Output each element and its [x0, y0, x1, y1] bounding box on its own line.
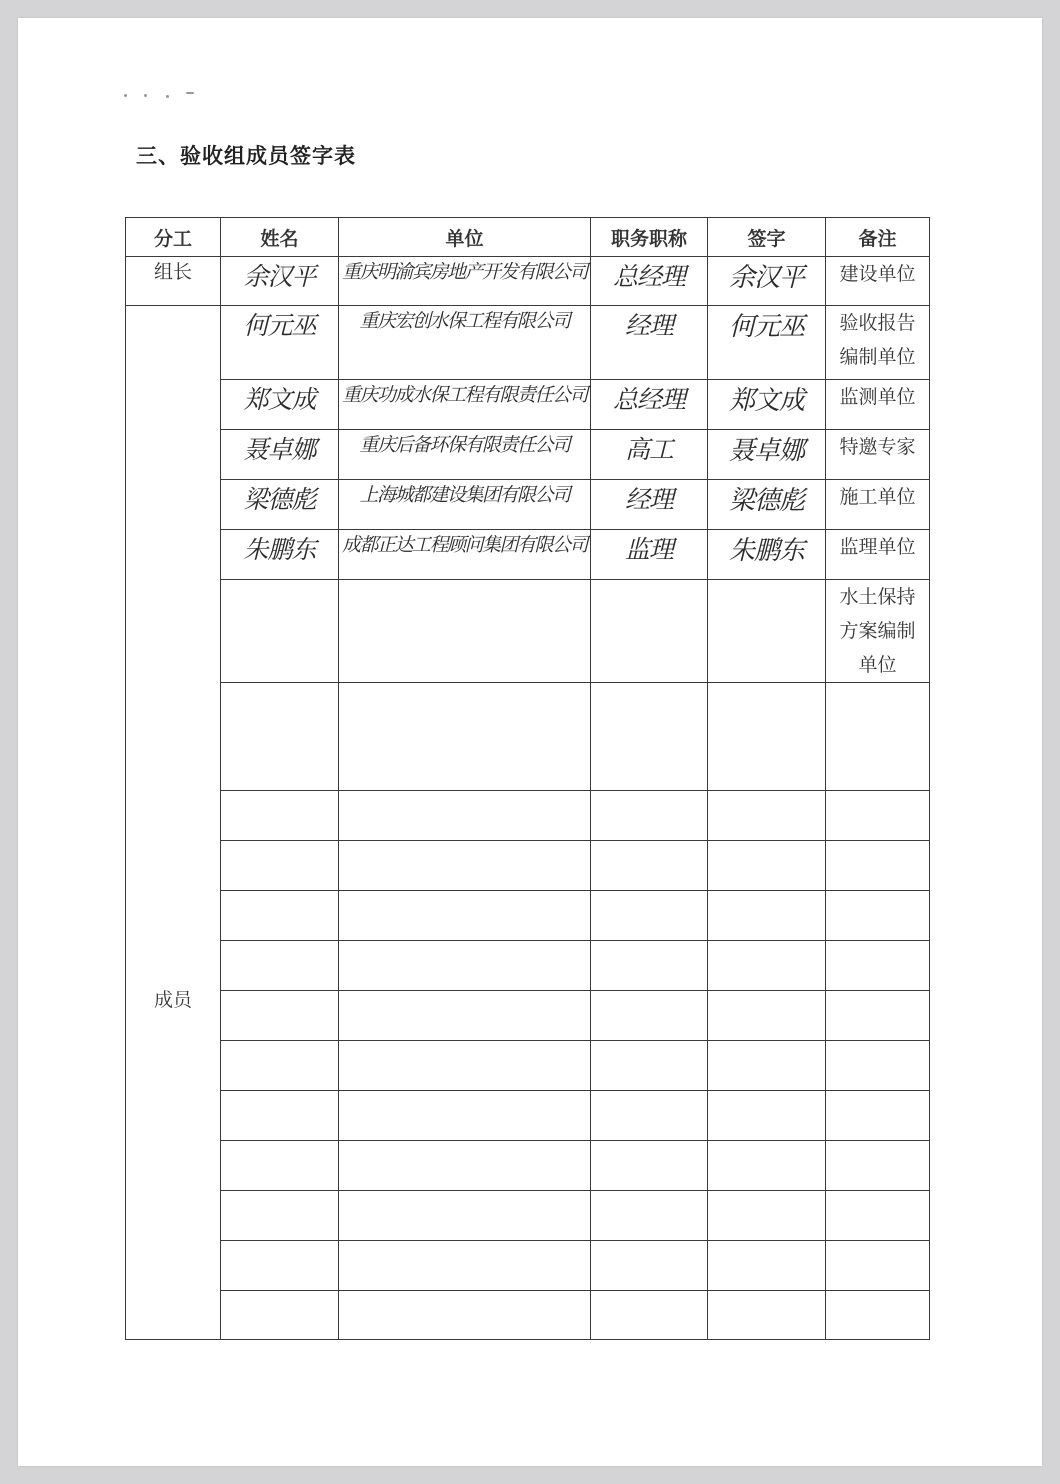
blank-row: [126, 791, 930, 841]
handwritten-signature: 梁德彪: [708, 480, 826, 530]
empty-cell: [591, 1091, 708, 1141]
empty-cell: [591, 1041, 708, 1091]
blank-row: [126, 941, 930, 991]
handwritten-name: 聂卓娜: [221, 430, 339, 480]
empty-cell: [339, 841, 591, 891]
handwritten-title: 经理: [591, 306, 708, 380]
empty-cell: [591, 791, 708, 841]
handwritten-title: 总经理: [591, 257, 708, 306]
blank-row: [126, 991, 930, 1041]
remark-cell: 特邀专家: [826, 430, 930, 480]
table-row: [126, 380, 930, 430]
handwritten-signature: 何元巫: [708, 306, 826, 380]
empty-cell: [339, 1091, 591, 1141]
empty-cell: [339, 1241, 591, 1291]
empty-cell: [221, 1091, 339, 1141]
remark-cell: 水土保持 方案编制 单位: [826, 580, 930, 683]
table-row: [126, 306, 930, 380]
table-row: [126, 580, 930, 683]
empty-cell: [339, 891, 591, 941]
table-row: [126, 257, 930, 306]
remark-cell: 建设单位: [826, 257, 930, 306]
empty-cell: [591, 1241, 708, 1291]
header-signature: 签字: [708, 218, 826, 257]
blank-row: [126, 1091, 930, 1141]
empty-cell: [708, 891, 826, 941]
empty-cell: [708, 941, 826, 991]
handwritten-signature: 余汉平: [708, 257, 826, 306]
empty-cell: [826, 941, 930, 991]
blank-row: [126, 841, 930, 891]
signature-table: [125, 217, 930, 1340]
handwritten-signature: [708, 580, 826, 683]
blank-row: [126, 1041, 930, 1091]
page-title: 三、验收组成员签字表: [136, 143, 356, 168]
remark-cell: [826, 683, 930, 791]
member-role-continuation: [126, 791, 221, 1340]
table-row: [126, 530, 930, 580]
remark-cell: 监测单位: [826, 380, 930, 430]
handwritten-name: 梁德彪: [221, 480, 339, 530]
empty-cell: [339, 1141, 591, 1191]
empty-cell: [339, 1191, 591, 1241]
empty-cell: [591, 683, 708, 791]
blank-row: [126, 1241, 930, 1291]
remark-cell: 施工单位: [826, 480, 930, 530]
header-title: 职务职称: [591, 218, 708, 257]
empty-cell: [826, 791, 930, 841]
empty-cell: [221, 683, 339, 791]
empty-cell: [826, 1291, 930, 1340]
empty-cell: [591, 1191, 708, 1241]
member-role-label: 成员: [153, 988, 192, 1011]
blank-row: [126, 1291, 930, 1340]
blank-row: [126, 1141, 930, 1191]
handwritten-title: [591, 580, 708, 683]
empty-cell: [826, 1191, 930, 1241]
empty-cell: [826, 1041, 930, 1091]
empty-cell: [339, 1041, 591, 1091]
handwritten-title: 经理: [591, 480, 708, 530]
empty-cell: [826, 1241, 930, 1291]
empty-cell: [826, 1091, 930, 1141]
remark-cell: 验收报告 编制单位: [826, 306, 930, 380]
handwritten-unit: 成都正达工程顾问集团有限公司: [339, 530, 591, 580]
empty-cell: [708, 1141, 826, 1191]
scan-artifact: [124, 92, 194, 96]
empty-cell: [708, 841, 826, 891]
handwritten-unit: 重庆明渝宾房地产开发有限公司: [339, 257, 591, 306]
blank-rows: [126, 791, 930, 1340]
empty-cell: [339, 941, 591, 991]
table-row: [126, 480, 930, 530]
remark-cell: 监理单位: [826, 530, 930, 580]
handwritten-signature: 聂卓娜: [708, 430, 826, 480]
empty-cell: [826, 1141, 930, 1191]
empty-cell: [708, 1291, 826, 1340]
empty-cell: [826, 891, 930, 941]
handwritten-unit: 上海城都建设集团有限公司: [339, 480, 591, 530]
empty-cell: [221, 941, 339, 991]
leader-role-cell: 组长: [126, 257, 221, 306]
empty-cell: [221, 1041, 339, 1091]
empty-cell: [591, 991, 708, 1041]
empty-cell: [708, 1241, 826, 1291]
empty-cell: [591, 841, 708, 891]
empty-cell: [221, 1291, 339, 1340]
handwritten-name: 余汉平: [221, 257, 339, 306]
empty-cell: [591, 1291, 708, 1340]
header-unit: 单位: [339, 218, 591, 257]
empty-cell: [221, 1191, 339, 1241]
empty-cell: [339, 683, 591, 791]
empty-cell: [708, 1041, 826, 1091]
header-division: 分工: [126, 218, 221, 257]
table-row: [126, 430, 930, 480]
handwritten-unit: 重庆功成水保工程有限责任公司: [339, 380, 591, 430]
blank-row: [126, 1191, 930, 1241]
handwritten-name: 郑文成: [221, 380, 339, 430]
handwritten-title: 高工: [591, 430, 708, 480]
handwritten-title: 监理: [591, 530, 708, 580]
handwritten-title: 总经理: [591, 380, 708, 430]
empty-cell: [221, 891, 339, 941]
empty-cell: [591, 941, 708, 991]
empty-cell: [591, 891, 708, 941]
empty-cell: [221, 1141, 339, 1191]
empty-cell: [221, 791, 339, 841]
header-remark: 备注: [826, 218, 930, 257]
empty-cell: [708, 1191, 826, 1241]
handwritten-name: 何元巫: [221, 306, 339, 380]
empty-cell: [221, 1241, 339, 1291]
header-name: 姓名: [221, 218, 339, 257]
empty-cell: [339, 1291, 591, 1340]
empty-cell: [826, 991, 930, 1041]
empty-cell: [708, 683, 826, 791]
empty-cell: [221, 991, 339, 1041]
empty-cell: [708, 991, 826, 1041]
handwritten-name: 朱鹏东: [221, 530, 339, 580]
handwritten-unit: 重庆后备环保有限责任公司: [339, 430, 591, 480]
handwritten-name: [221, 580, 339, 683]
blank-row: [126, 891, 930, 941]
table-row: [126, 683, 930, 791]
empty-cell: [708, 791, 826, 841]
handwritten-signature: 朱鹏东: [708, 530, 826, 580]
handwritten-unit: 重庆宏创水保工程有限公司: [339, 306, 591, 380]
handwritten-unit: [339, 580, 591, 683]
member-role-cell: [126, 306, 221, 1011]
empty-cell: [826, 841, 930, 891]
empty-cell: [591, 1141, 708, 1191]
handwritten-signature: 郑文成: [708, 380, 826, 430]
empty-cell: [339, 791, 591, 841]
empty-cell: [221, 841, 339, 891]
empty-cell: [339, 991, 591, 1041]
empty-cell: [708, 1091, 826, 1141]
